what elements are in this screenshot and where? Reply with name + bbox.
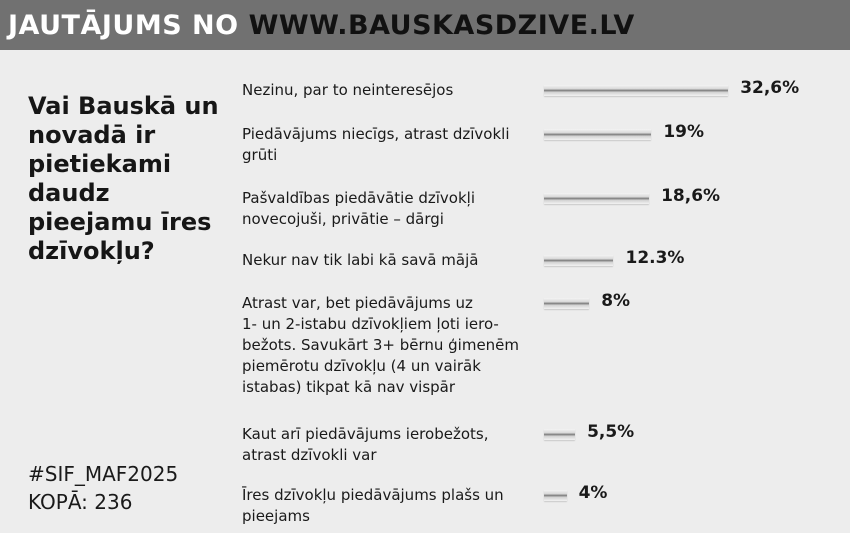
category-label: Nezinu, par to neinteresējos [242,81,454,99]
header-title-left: JAUTĀJUMS NO [8,9,239,41]
category-label: Kaut arī piedāvājums ierobežots, atrast dzīvokli var [242,425,489,464]
value-label: 19% [663,122,705,142]
value-label: 8% [601,291,631,311]
value-label: 12.3% [625,248,685,268]
survey-question: Vai Bauskā un novadā ir pietiekami daudz pieejamu īres dzīvokļu? [28,92,219,265]
category-label: Nekur nav tik labi kā savā mājā [242,251,479,269]
bar [544,429,575,440]
value-label: 32,6% [740,78,800,98]
category-label: Atrast var, bet piedāvājums uz 1- un 2-istabu dzīvokļiem ļoti iero- bežots. Savukārt 3+ bērnu ģimenēm piemērotu dzīvokļu (4 un vairāk istabas) tikpat kā nav vispār [242,294,520,396]
bar [544,85,728,96]
bar [544,193,649,204]
header-title-url: WWW.BAUSKASDZIVE.LV [248,9,635,41]
bar [544,298,589,309]
survey-footer [28,460,178,516]
total-responses: KOPĀ: 236 [28,490,133,514]
header-bar [0,0,850,50]
bar [544,129,651,140]
category-label: Pašvaldības piedāvātie dzīvokļi novecojuši, privātie – dārgi [242,189,475,228]
value-label: 18,6% [661,186,721,206]
value-label: 5,5% [587,422,635,442]
category-label: Īres dzīvokļu piedāvājums plašs un pieejams [242,486,504,525]
bar [544,255,613,266]
bar [544,490,567,501]
hashtag: #SIF_MAF2025 [28,462,179,486]
value-label: 4% [578,483,608,503]
category-label: Piedāvājums niecīgs, atrast dzīvokli grūti [242,125,510,164]
